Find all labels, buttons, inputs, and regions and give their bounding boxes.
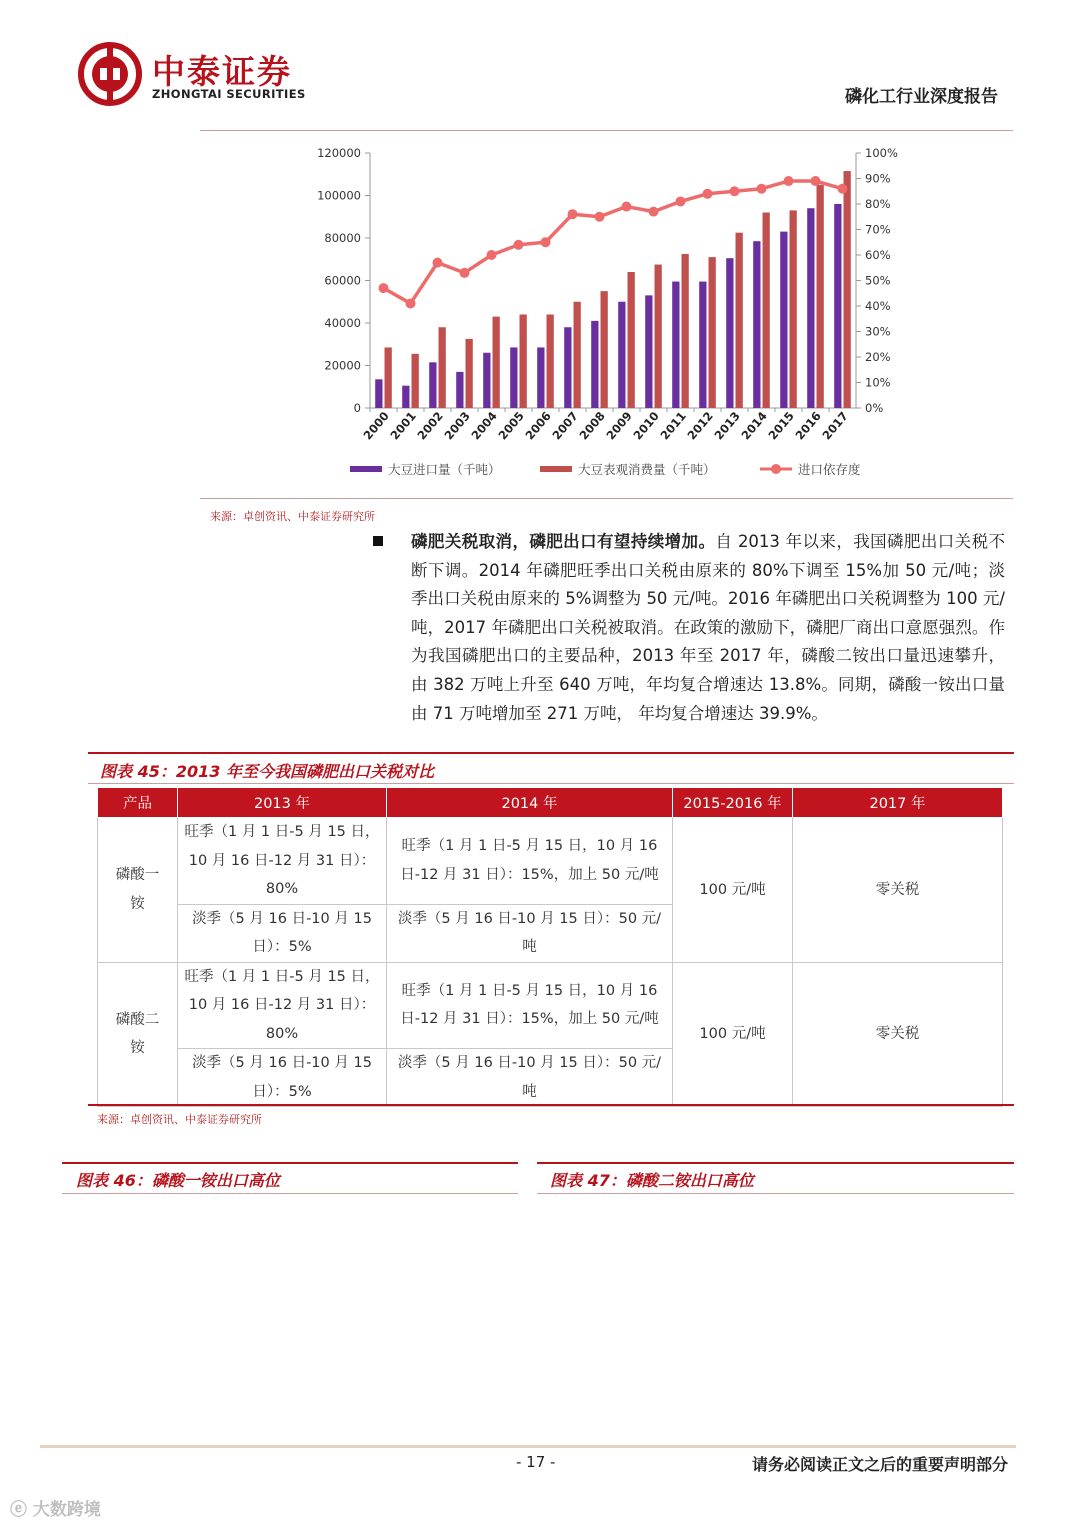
bar (412, 354, 419, 408)
x-tick-label: 2005 (495, 408, 527, 443)
figure46-title: 图表 46：磷酸一铵出口高位 (76, 1171, 280, 1190)
line-point (595, 212, 605, 222)
figure47-title: 图表 47：磷酸二铵出口高位 (550, 1171, 754, 1190)
legend-swatch-marker (771, 464, 781, 474)
cell-2013-peak: 旺季（1 月 1 日-5 月 15 日，10 月 16 日-12 月 31 日）：80% (178, 962, 387, 1049)
line-point (379, 283, 389, 293)
bar (672, 282, 679, 408)
figure46-top-rule (62, 1162, 518, 1164)
y2-tick-label: 50% (865, 273, 891, 288)
watermark (10, 1495, 101, 1520)
cell-2013-peak: 旺季（1 月 1 日-5 月 15 日，10 月 16 日-12 月 31 日）：80% (178, 818, 387, 905)
zhongtai-logo-icon (78, 42, 142, 106)
paragraph-lead: 磷肥关税取消，磷肥出口有望持续增加。 (411, 532, 716, 551)
bar (601, 291, 608, 408)
line-point (676, 196, 686, 206)
figure45-title-rule (88, 783, 1014, 784)
cell-2014-peak: 旺季（1 月 1 日-5 月 15 日，10 月 16 日-12 月 31 日）：15%，加上 50 元/吨 (387, 818, 673, 905)
figure47-title-rule (537, 1193, 1014, 1194)
brand-name-cn: 中泰证券 (152, 52, 292, 91)
y-tick-label: 120000 (317, 146, 361, 160)
figure45-bottom-rule (88, 1104, 1014, 1106)
y-tick-label: 60000 (324, 273, 361, 288)
column-header: 2014 年 (387, 788, 673, 818)
y2-tick-label: 30% (865, 324, 891, 339)
bar (520, 315, 527, 409)
line-point (406, 298, 416, 308)
bullet-square-icon (373, 536, 383, 546)
x-tick-label: 2014 (738, 408, 770, 443)
figure45-top-rule (88, 752, 1014, 754)
page-number: - 17 - (516, 1453, 556, 1471)
bar (682, 254, 689, 408)
bar (385, 347, 392, 408)
bar (618, 302, 625, 408)
line-point (541, 237, 551, 247)
figure46-title-rule (62, 1193, 518, 1194)
x-tick-label: 2007 (549, 408, 581, 443)
x-tick-label: 2015 (765, 408, 797, 443)
y-tick-label: 100000 (317, 188, 361, 203)
disclaimer-text: 请务必阅读正文之后的重要声明部分 (751, 1455, 1008, 1474)
cell-2013-off: 淡季（5 月 16 日-10 月 15 日）：5% (178, 904, 387, 962)
y-tick-label: 40000 (324, 316, 361, 330)
table-row (98, 962, 1003, 1049)
bar (375, 379, 382, 408)
column-header: 2013 年 (178, 788, 387, 818)
bar (709, 257, 716, 408)
bar (655, 265, 662, 408)
weibo-icon: ⓔ (10, 1500, 27, 1520)
legend-swatch (350, 466, 382, 472)
legend-label: 大豆表观消费量（千吨） (578, 462, 716, 477)
table-row (98, 818, 1003, 905)
y2-tick-label: 80% (865, 197, 891, 211)
bar (628, 272, 635, 408)
line-point (622, 202, 632, 212)
bar (817, 185, 824, 408)
legend-label: 大豆进口量（千吨） (388, 462, 501, 477)
cell-2014-peak: 旺季（1 月 1 日-5 月 15 日，10 月 16 日-12 月 31 日）：15%，加上 50 元/吨 (387, 962, 673, 1049)
line-point (757, 184, 767, 194)
bar (699, 282, 706, 408)
line-point (460, 268, 470, 278)
paragraph-text: 自 2013 年以来，我国磷肥出口关税不断下调。2014 年磷肥旺季出口关税由原来的 80%下调至 15%加 50 元/吨；淡季出口关税由原来的 5%调整为 50 元/吨。2016 年磷肥出口关税调整为 100 元/吨，2017 年磷肥出口关税被取消。在政策的激励下，磷肥厂商出口意愿强烈。作为我国磷肥出口的主要品种，2013 年至 2017 年，磷酸二铵出口量迅速攀升，由 382 万吨上升至 640 万吨，年均复合增速达 13.8%。同期，磷酸一铵出口量由 71 万吨增加至 271 万吨， 年均复合增速达 39.9%。 (411, 532, 1005, 723)
chart-bottom-divider (200, 498, 1013, 499)
bar (429, 362, 436, 408)
header-divider (200, 130, 1013, 131)
x-tick-label: 2006 (522, 408, 554, 443)
line-point (487, 250, 497, 260)
product-cell: 磷酸二铵 (98, 962, 178, 1107)
x-tick-label: 2013 (711, 408, 743, 443)
bar (456, 372, 463, 408)
figure45-source: 来源：卓创资讯、中泰证券研究所 (97, 1113, 262, 1126)
cell-2015-2016: 100 元/吨 (673, 962, 793, 1107)
chart-source: 来源：卓创资讯、中泰证券研究所 (210, 510, 375, 523)
cell-2015-2016: 100 元/吨 (673, 818, 793, 963)
watermark-text: 大数跨境 (32, 1500, 101, 1520)
bar (591, 321, 598, 408)
body-paragraph (411, 528, 1005, 728)
y-tick-label: 20000 (324, 358, 361, 373)
bar (753, 241, 760, 408)
legend-swatch (540, 466, 572, 472)
x-tick-label: 2004 (468, 408, 500, 443)
bar (736, 233, 743, 408)
column-header: 产品 (98, 788, 178, 818)
x-tick-label: 2008 (576, 408, 608, 443)
cell-2013-off: 淡季（5 月 16 日-10 月 15 日）：5% (178, 1049, 387, 1107)
line-point (649, 207, 659, 217)
bar (574, 302, 581, 408)
bar (645, 295, 652, 408)
y2-tick-label: 20% (865, 350, 891, 364)
bar (763, 213, 770, 409)
y2-tick-label: 10% (865, 375, 891, 390)
x-tick-label: 2002 (414, 408, 446, 443)
x-tick-label: 2009 (603, 408, 635, 443)
x-tick-label: 2001 (387, 408, 419, 443)
line-point (433, 258, 443, 268)
bar (402, 386, 409, 408)
y-tick-label: 80000 (324, 231, 361, 245)
x-tick-label: 2017 (819, 408, 851, 443)
bar (807, 208, 814, 408)
bar (834, 204, 841, 408)
x-tick-label: 2010 (630, 408, 662, 443)
table-header-row (98, 788, 1003, 818)
bar (483, 353, 490, 408)
bar (466, 339, 473, 408)
bar (726, 258, 733, 408)
bar (493, 317, 500, 408)
x-tick-label: 2016 (792, 408, 824, 443)
x-tick-label: 2012 (684, 408, 716, 443)
figure47-top-rule (537, 1162, 1014, 1164)
legend-label: 进口依存度 (798, 462, 861, 477)
x-tick-label: 2000 (360, 408, 392, 443)
footer-divider (40, 1445, 1016, 1448)
line-point (730, 186, 740, 196)
y2-tick-label: 40% (865, 299, 891, 313)
y2-tick-label: 70% (865, 222, 891, 237)
bar (439, 327, 446, 408)
soybean-import-chart (290, 140, 930, 490)
y-tick-label: 0 (353, 401, 361, 415)
tariff-comparison-table (97, 787, 1003, 1107)
cell-2014-off: 淡季（5 月 16 日-10 月 15 日）：50 元/吨 (387, 904, 673, 962)
column-header: 2015-2016 年 (673, 788, 793, 818)
line-point (811, 176, 821, 186)
cell-2014-off: 淡季（5 月 16 日-10 月 15 日）：50 元/吨 (387, 1049, 673, 1107)
line-point (784, 176, 794, 186)
cell-2017: 零关税 (793, 962, 1003, 1107)
brand-name-en: ZHONGTAI SECURITIES (152, 87, 306, 101)
y2-tick-label: 100% (865, 146, 898, 160)
bar (564, 327, 571, 408)
line-point (514, 240, 524, 250)
bar (510, 347, 517, 408)
y2-tick-label: 60% (865, 248, 891, 262)
bar (547, 315, 554, 409)
line-point (838, 184, 848, 194)
column-header: 2017 年 (793, 788, 1003, 818)
figure45-title: 图表 45：2013 年至今我国磷肥出口关税对比 (100, 762, 434, 781)
cell-2017: 零关税 (793, 818, 1003, 963)
y2-tick-label: 90% (865, 171, 891, 186)
line-point (568, 209, 578, 219)
product-cell: 磷酸一铵 (98, 818, 178, 963)
bar (790, 210, 797, 408)
bar (537, 347, 544, 408)
y2-tick-label: 0% (865, 401, 884, 415)
report-title: 磷化工行业深度报告 (845, 87, 998, 107)
line-series (384, 181, 843, 303)
bar (780, 232, 787, 408)
bar (844, 171, 851, 408)
line-point (703, 189, 713, 199)
x-tick-label: 2011 (657, 408, 689, 443)
x-tick-label: 2003 (441, 408, 473, 443)
